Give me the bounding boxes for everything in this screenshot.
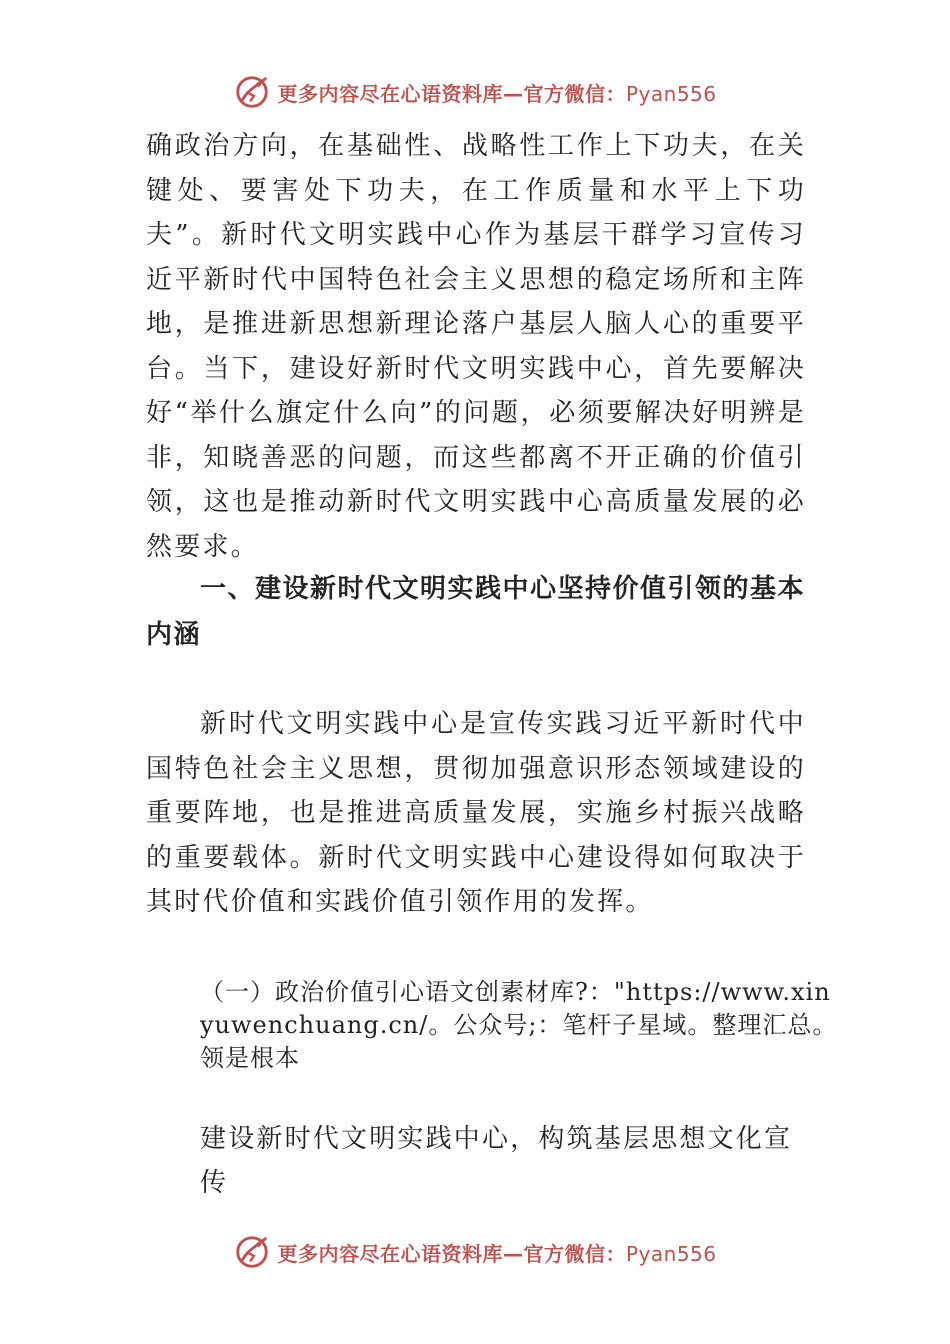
brand-logo-icon (233, 73, 271, 111)
header-banner (0, 70, 950, 114)
paragraph-3: 建设新时代文明实践中心，构筑基层思想文化宣传 (200, 1124, 793, 1198)
footer-banner (0, 1230, 950, 1274)
paragraph-1: 确政治方向，在基础性、战略性工作上下功夫，在关键处、要害处下功夫，在工作质量和水平上下功夫”。新时代文明实践中心作为基层干群学习宣传习近平新时代中国特色社会主义思想的稳定场所和主阵地，是推进新思想新理论落户基层人脑人心的重要平台。当下，建设好新时代文明实践中心，首先要解决好“举什么旗定什么向”的问题，必须要解决好明辨是非，知晓善恶的问题，而这些都离不开正确的价值引领，这也是推动新时代文明实践中心高质量发展的必然要求。 (146, 131, 806, 562)
section-heading: 一、建设新时代文明实践中心坚持价值引领的基本内涵 (146, 574, 806, 650)
footer-banner-wechat-id: Pyan556 (625, 1241, 717, 1266)
paragraph-2: 新时代文明实践中心是宣传实践习近平新时代中国特色社会主义思想，贯彻加强意识形态领域建设的重要阵地，也是推进高质量发展，实施乡村振兴战略的重要载体。新时代文明实践中心建设得如何取决于其时代价值和实践价值引领作用的发挥。 (146, 709, 806, 917)
brand-logo-icon (233, 1233, 271, 1271)
subheading: （一）政治价值引心语文创素材库?："https://www.xinyuwenchuang.cn/。公众号;：笔杆子星域。整理汇总。领是根本 (200, 978, 838, 1072)
header-banner-label: 更多内容尽在心语资料库—官方微信： (277, 81, 626, 106)
header-banner-text (277, 78, 716, 107)
footer-banner-label: 更多内容尽在心语资料库—官方微信： (277, 1241, 626, 1266)
header-banner-wechat-id: Pyan556 (625, 81, 717, 106)
footer-banner-text (277, 1238, 716, 1267)
